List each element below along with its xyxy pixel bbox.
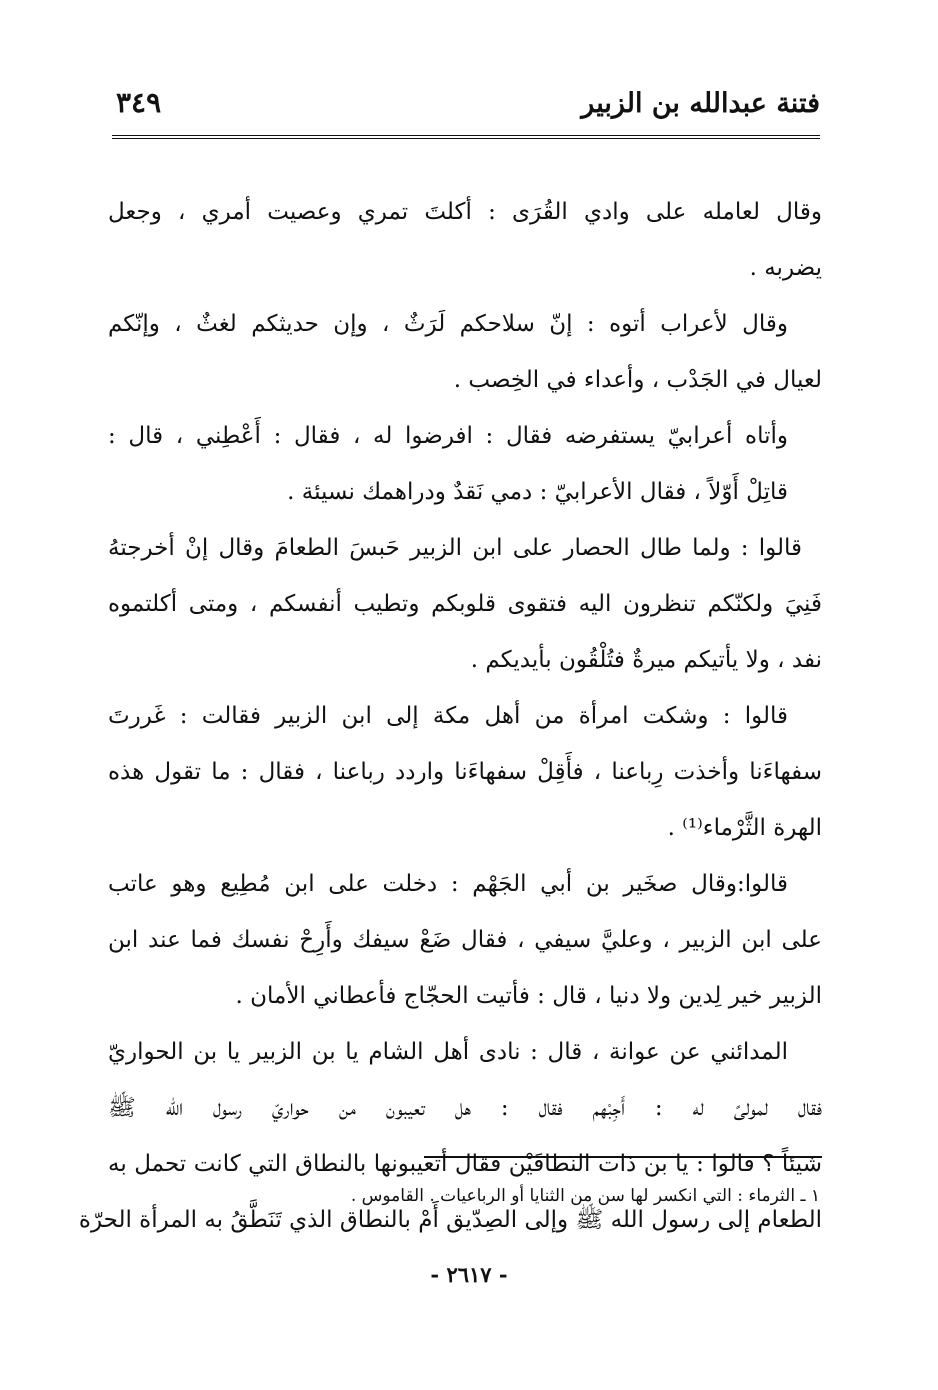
- text-line: المدائني عن عوانة ، قال : نادى أهل الشام يا بن الزبير يا بن الحواريّ: [108, 1039, 788, 1065]
- page-number: ٣٤٩: [116, 86, 162, 119]
- text-line: على ابن الزبير ، وعليَّ سيفي ، فقال ضَعْ سيفك وأَرِحْ نفسك فما عند ابن: [108, 927, 822, 953]
- text-line: فقال لمولىً له : أَجِبْهم فقال : هل تعيبون من حواريّ رسول الله ﷺ: [108, 1095, 822, 1121]
- text-line: نفد ، ولا يأتيكم ميرةٌ فتُلْقُون بأيديكم .: [470, 647, 822, 673]
- text-line: فَنِيَ ولكنّكم تنظرون اليه فتقوى قلوبكم وتطيب أنفسكم ، ومتى أكلتموه: [108, 591, 822, 617]
- text-line: سفهاءَنا وأخذت رِباعنا ، فأَقِلْ سفهاءَنا واردد رباعنا ، فقال : ما تقول هذه: [108, 759, 822, 785]
- text-line: الزبير خير لِدين ولا دنيا ، قال : فأتيت الحجّاج فأعطاني الأمان .: [235, 983, 822, 1009]
- text-line: الطعام إلى رسول الله ﷺ وإلى الصِدّيق أَمْ بالنطاق الذي تَنَطَّقُ به المرأة الحرّة: [78, 1207, 822, 1233]
- header-rule: [112, 135, 820, 139]
- text-line: قاتِلْ أَوّلاً ، فقال الأعرابيّ : دمي نَقدٌ ودراهمك نسيئة .: [287, 479, 788, 505]
- text-line: قالوا : وشكت امرأة من أهل مكة إلى ابن الزبير فقالت : غَررتَ: [108, 703, 788, 729]
- text-line: قالوا : ولما طال الحصار على ابن الزبير حَبسَ الطعامَ وقال إنْ أخرجتهُ: [108, 535, 802, 561]
- footnote: ١ ـ الثرماء : التي انكسر لها سن من الثنايا أو الرباعيات . القاموس .: [350, 1186, 820, 1206]
- text-line: قالوا:وقال صخَير بن أبي الجَهْم : دخلت على ابن مُطِيع وهو عاتب: [108, 871, 788, 897]
- text-line: شيئاً ؟ قالوا : يا بن ذات النطاقَيْن فقال أتعيبونها بالنطاق التي كانت تحمل به: [108, 1151, 822, 1177]
- footnote-rule: [424, 1156, 822, 1158]
- running-title: فتنة عبدالله بن الزبير: [581, 88, 820, 119]
- text-line: وقال لأعراب أتوه : إنّ سلاحكم لَرَثٌ ، وإن حديثكم لغثٌ ، وإنّكم: [108, 311, 788, 337]
- body-text: [78, 184, 822, 1248]
- text-line: وقال لعامله على وادي القُرَى : أكلتَ تمري وعصيت أمري ، وجعل: [108, 199, 822, 225]
- text-line: يضربه .: [749, 255, 822, 281]
- folio-number: - ٢٦١٧ -: [430, 1262, 508, 1287]
- text-line: وأتاه أعرابيّ يستفرضه فقال : افرضوا له ، فقال : أَعْطِني ، قال :: [108, 423, 788, 449]
- text-line: الهرة الثَّرْماء⁽¹⁾ .: [667, 815, 822, 841]
- text-line: لعيال في الجَدْب ، وأعداء في الخِصب .: [453, 367, 822, 393]
